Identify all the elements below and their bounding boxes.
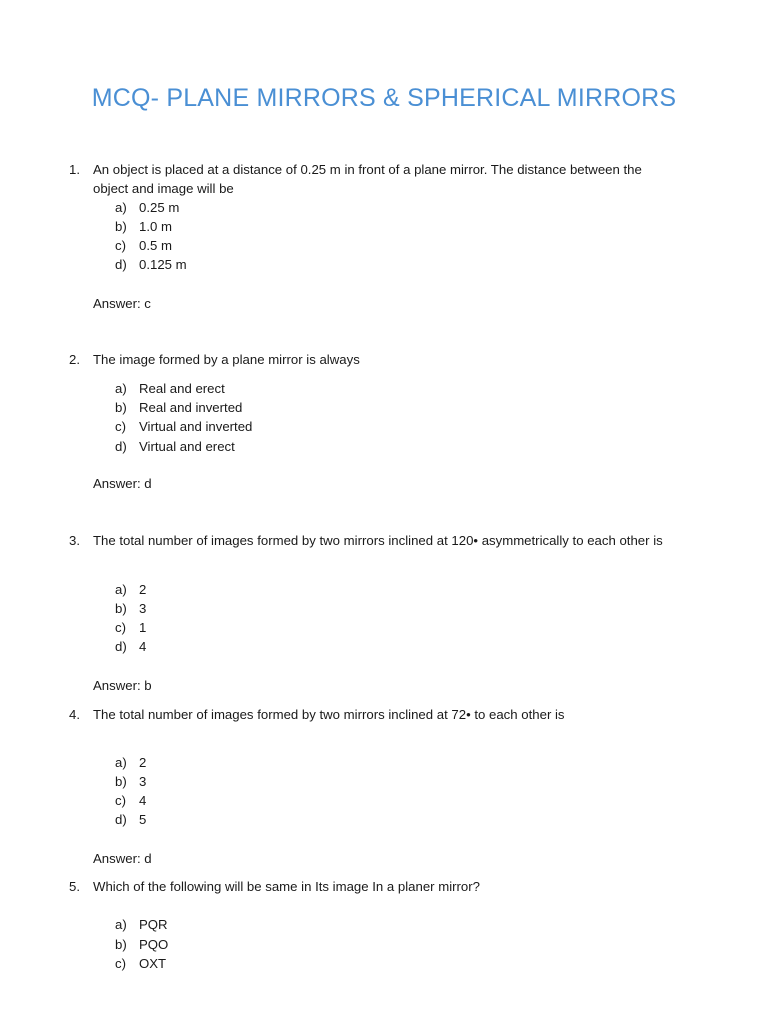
option-text: 3: [139, 774, 147, 789]
option-text: 1: [139, 620, 147, 635]
option-label: c): [115, 793, 126, 808]
question-number: 5.: [69, 879, 80, 894]
option-label: a): [115, 755, 127, 770]
option-label: d): [115, 639, 127, 654]
option-label: d): [115, 812, 127, 827]
option-text: PQR: [139, 917, 168, 932]
option-label: a): [115, 917, 127, 932]
page-title: MCQ- PLANE MIRRORS & SPHERICAL MIRRORS: [91, 84, 677, 112]
question-number: 1.: [69, 162, 80, 177]
question-number: 2.: [69, 352, 80, 367]
option-label: a): [115, 381, 127, 396]
option-text: 4: [139, 793, 147, 808]
option-text: PQO: [139, 937, 169, 952]
option-text: Virtual and erect: [139, 439, 235, 454]
question-text-line: The total number of images formed by two mirrors inclined at 120• asymmetrically to each other is: [93, 533, 663, 548]
question-number: 4.: [69, 707, 80, 722]
option-text: 0.5 m: [139, 238, 172, 253]
question-text-line: Which of the following will be same in Its image In a planer mirror?: [93, 879, 480, 894]
option-text: 2: [139, 755, 147, 770]
option-text: 1.0 m: [139, 219, 172, 234]
option-text: 3: [139, 601, 147, 616]
option-label: a): [115, 582, 127, 597]
option-text: Virtual and inverted: [139, 419, 253, 434]
option-text: Real and inverted: [139, 400, 243, 415]
answer-text: Answer: c: [93, 296, 151, 311]
question-text-line: The image formed by a plane mirror is always: [93, 352, 360, 367]
option-label: c): [115, 620, 126, 635]
option-text: Real and erect: [139, 381, 225, 396]
option-label: b): [115, 601, 127, 616]
question-number: 3.: [69, 533, 80, 548]
option-label: b): [115, 774, 127, 789]
option-text: OXT: [139, 956, 167, 971]
option-label: a): [115, 200, 127, 215]
question-text-line: object and image will be: [93, 181, 234, 196]
option-text: 0.25 m: [139, 200, 180, 215]
option-label: c): [115, 419, 126, 434]
answer-text: Answer: d: [93, 476, 152, 491]
question-text-line: An object is placed at a distance of 0.25 m in front of a plane mirror. The distance between the: [93, 162, 642, 177]
option-label: d): [115, 439, 127, 454]
option-label: b): [115, 219, 127, 234]
option-label: c): [115, 238, 126, 253]
answer-text: Answer: b: [93, 678, 152, 693]
option-text: 0.125 m: [139, 257, 187, 272]
answer-text: Answer: d: [93, 851, 152, 866]
question-text-line: The total number of images formed by two mirrors inclined at 72• to each other is: [93, 707, 565, 722]
option-label: d): [115, 257, 127, 272]
option-text: 5: [139, 812, 147, 827]
option-text: 2: [139, 582, 147, 597]
option-text: 4: [139, 639, 147, 654]
option-label: b): [115, 400, 127, 415]
option-label: b): [115, 937, 127, 952]
option-label: c): [115, 956, 126, 971]
